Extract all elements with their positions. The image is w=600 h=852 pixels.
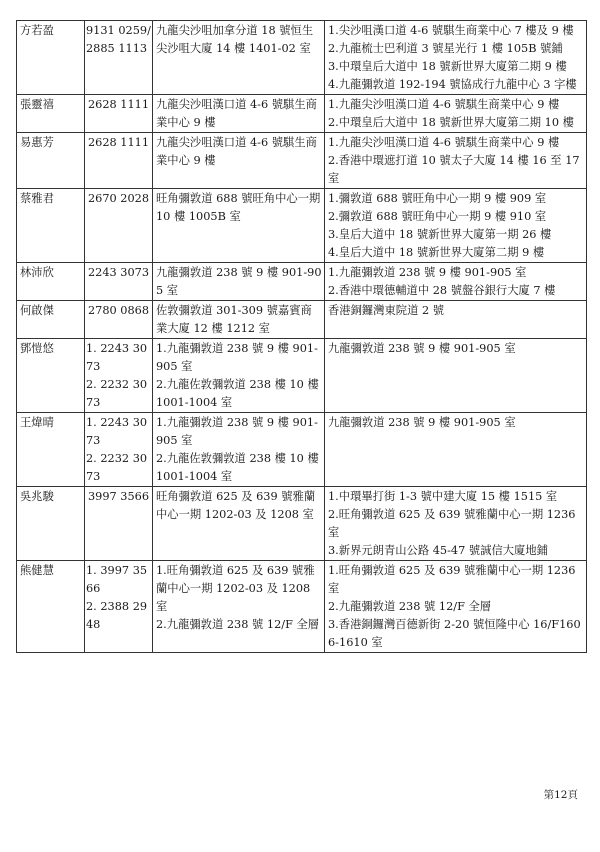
- table-row: [17, 413, 587, 487]
- office-address-cell: [153, 189, 325, 263]
- address-line: 2.九龍佐敦彌敦道 238 樓 10 樓 1001-1004 室: [156, 452, 319, 483]
- table-row: [17, 487, 587, 561]
- agent-table: [16, 20, 587, 653]
- location-line: 3.中環皇后大道中 18 號新世界大廈第二期 9 樓: [328, 60, 567, 73]
- locations-cell: [325, 133, 587, 189]
- location-line: 2.九龍梳士巴利道 3 號星光行 1 樓 105B 號鋪: [328, 42, 563, 55]
- phone-line: 2243 3073: [87, 266, 150, 279]
- phone-cell: [85, 339, 153, 413]
- address-line: 2.九龍彌敦道 238 號 12/F 全層: [156, 618, 320, 631]
- office-address-cell: [153, 413, 325, 487]
- name-cell: 林沛欣: [17, 263, 85, 301]
- phone-cell: [85, 301, 153, 339]
- office-address-cell: [153, 133, 325, 189]
- phone-cell: [85, 133, 153, 189]
- address-line: 九龍尖沙咀漢口道 4-6 號騏生商業中心 9 樓: [156, 98, 317, 129]
- name-cell: 何啟傑: [17, 301, 85, 339]
- phone-cell: [85, 487, 153, 561]
- phone-line: 3997 3566: [87, 490, 150, 503]
- phone-cell: [85, 413, 153, 487]
- location-line: 2.九龍彌敦道 238 號 12/F 全層: [328, 600, 492, 613]
- page-number: 第12頁: [543, 789, 578, 801]
- location-line: 3.皇后大道中 18 號新世界大廈第一期 26 樓: [328, 228, 552, 241]
- location-line: 九龍彌敦道 238 號 9 樓 901-905 室: [328, 416, 516, 429]
- location-line: 3.新界元朗青山公路 45-47 號誠信大廈地鋪: [328, 544, 548, 557]
- phone-cell: [85, 263, 153, 301]
- phone-line: 2780 0868: [87, 304, 150, 317]
- locations-cell: [325, 487, 587, 561]
- locations-cell: [325, 413, 587, 487]
- address-line: 1.旺角彌敦道 625 及 639 號雅蘭中心一期 1202-03 及 1208 室: [156, 564, 315, 613]
- table-row: [17, 263, 587, 301]
- name-cell: 鄧愷悠: [17, 339, 85, 413]
- address-line: 1.九龍彌敦道 238 號 9 樓 901-905 室: [156, 342, 318, 373]
- phone-line: 2670 2028: [87, 192, 150, 205]
- locations-cell: [325, 263, 587, 301]
- table-row: [17, 339, 587, 413]
- office-address-cell: [153, 339, 325, 413]
- location-line: 2.香港中環遮打道 10 號太子大廈 14 樓 16 至 17 室: [328, 154, 580, 185]
- address-line: 旺角彌敦道 625 及 639 號雅蘭中心一期 1202-03 及 1208 室: [156, 490, 316, 521]
- location-line: 1.尖沙咀漢口道 4-6 號騏生商業中心 7 樓及 9 樓: [328, 24, 574, 37]
- location-line: 2.香港中環德輔道中 28 號盤谷銀行大廈 7 樓: [328, 284, 556, 297]
- location-line: 3.香港銅鑼灣百德新街 2-20 號恒隆中心 16/F1606-1610 室: [328, 618, 581, 649]
- address-line: 九龍彌敦道 238 號 9 樓 901-905 室: [156, 266, 322, 297]
- office-address-cell: [153, 301, 325, 339]
- location-line: 九龍彌敦道 238 號 9 樓 901-905 室: [328, 342, 516, 355]
- address-line: 九龍尖沙咀加拿分道 18 號恒生尖沙咀大廈 14 樓 1401-02 室: [156, 24, 314, 55]
- phone-line: 9131 0259/: [86, 24, 151, 37]
- phone-line: 1. 2243 3073: [86, 342, 148, 373]
- phone-cell: [85, 21, 153, 95]
- table-row: [17, 133, 587, 189]
- phone-line: 2. 2232 3073: [86, 452, 148, 483]
- phone-cell: [85, 95, 153, 133]
- phone-cell: [85, 561, 153, 653]
- office-address-cell: [153, 95, 325, 133]
- name-cell: 熊健慧: [17, 561, 85, 653]
- location-line: 2.旺角彌敦道 625 及 639 號雅蘭中心一期 1236 室: [328, 508, 576, 539]
- office-address-cell: [153, 487, 325, 561]
- name-cell: 方若盈: [17, 21, 85, 95]
- phone-line: 1. 2243 3073: [86, 416, 148, 447]
- locations-cell: [325, 301, 587, 339]
- phone-line: 2628 1111: [87, 136, 150, 149]
- locations-cell: [325, 189, 587, 263]
- name-cell: 張靈禧: [17, 95, 85, 133]
- locations-cell: [325, 95, 587, 133]
- office-address-cell: [153, 263, 325, 301]
- location-line: 2.彌敦道 688 號旺角中心一期 9 樓 910 室: [328, 210, 547, 223]
- location-line: 1.旺角彌敦道 625 及 639 號雅蘭中心一期 1236 室: [328, 564, 576, 595]
- location-line: 4.皇后大道中 18 號新世界大廈第二期 9 樓: [328, 246, 545, 259]
- address-line: 1.九龍彌敦道 238 號 9 樓 901-905 室: [156, 416, 318, 447]
- location-line: 1.彌敦道 688 號旺角中心一期 9 樓 909 室: [328, 192, 547, 205]
- phone-line: 2. 2388 2948: [86, 600, 148, 631]
- table-row: [17, 189, 587, 263]
- location-line: 2.中環皇后大道中 18 號新世界大廈第二期 10 樓: [328, 116, 574, 129]
- table-row: [17, 561, 587, 653]
- location-line: 1.九龍尖沙咀漢口道 4-6 號騏生商業中心 9 樓: [328, 136, 560, 149]
- phone-line: 2885 1113: [86, 42, 148, 55]
- address-line: 佐敦彌敦道 301-309 號嘉賓商業大廈 12 樓 1212 室: [156, 304, 312, 335]
- phone-line: 2628 1111: [87, 98, 150, 111]
- name-cell: 蔡雅君: [17, 189, 85, 263]
- table-row: [17, 21, 587, 95]
- name-cell: 易惠芳: [17, 133, 85, 189]
- location-line: 1.九龍彌敦道 238 號 9 樓 901-905 室: [328, 266, 527, 279]
- table-row: [17, 301, 587, 339]
- office-address-cell: [153, 561, 325, 653]
- address-line: 2.九龍佐敦彌敦道 238 樓 10 樓 1001-1004 室: [156, 378, 319, 409]
- location-line: 1.中環畢打街 1-3 號中建大廈 15 樓 1515 室: [328, 490, 558, 503]
- locations-cell: [325, 339, 587, 413]
- phone-line: 2. 2232 3073: [86, 378, 148, 409]
- location-line: 1.九龍尖沙咀漢口道 4-6 號騏生商業中心 9 樓: [328, 98, 560, 111]
- locations-cell: [325, 561, 587, 653]
- name-cell: 吳兆駿: [17, 487, 85, 561]
- phone-line: 1. 3997 3566: [86, 564, 148, 595]
- address-line: 九龍尖沙咀漢口道 4-6 號騏生商業中心 9 樓: [156, 136, 317, 167]
- phone-cell: [85, 189, 153, 263]
- location-line: 香港銅鑼灣東院道 2 號: [328, 304, 445, 317]
- location-line: 4.九龍彌敦道 192-194 號協成行九龍中心 3 字樓: [328, 78, 577, 91]
- address-line: 旺角彌敦道 688 號旺角中心一期 10 樓 1005B 室: [156, 192, 321, 223]
- office-address-cell: [153, 21, 325, 95]
- locations-cell: [325, 21, 587, 95]
- name-cell: 王煒晴: [17, 413, 85, 487]
- table-row: [17, 95, 587, 133]
